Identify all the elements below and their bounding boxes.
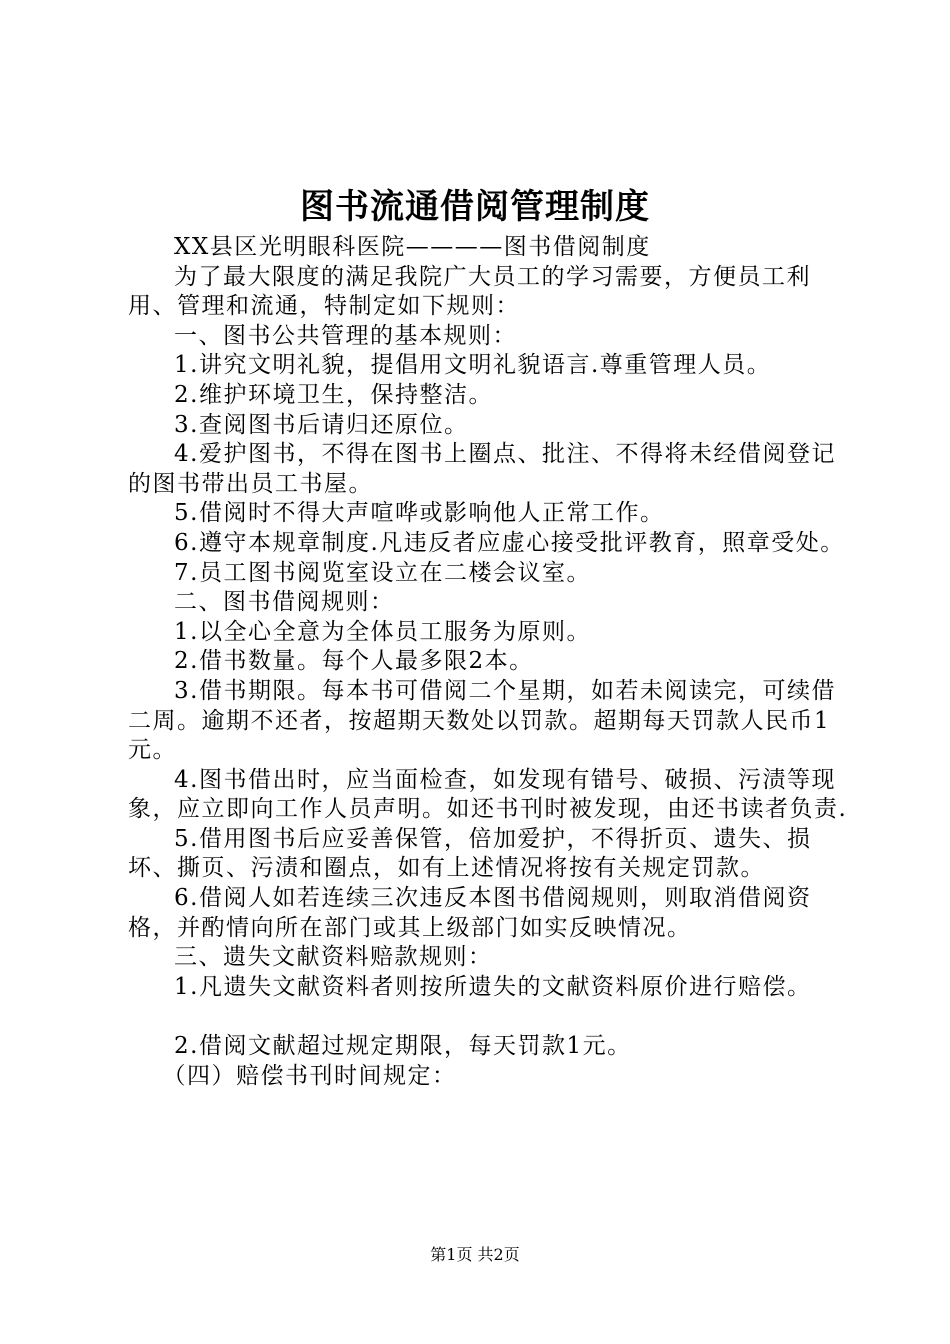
rule-item: 2.借阅文献超过规定期限，每天罚款1元。 (174, 1033, 632, 1060)
subtitle-line: XX县区光明眼科医院————图书借阅制度 (174, 234, 651, 260)
document-body (128, 233, 848, 1092)
rule-item: 1.以全心全意为全体员工服务为原则。 (174, 618, 591, 645)
section-heading-4: （四）赔偿书刊时间规定： (162, 1063, 457, 1090)
document-title: 图书流通借阅管理制度 (300, 187, 650, 227)
rule-item: 5.借阅时不得大声喧哗或影响他人正常工作。 (174, 500, 665, 527)
rule-item: 3.查阅图书后请归还原位。 (174, 411, 469, 438)
rule-item: 6.遵守本规章制度.凡违反者应虚心接受批评教育，照章受处。 (174, 529, 845, 556)
rule-item: 1.讲究文明礼貌，提倡用文明礼貌语言.尊重管理人员。 (174, 352, 772, 379)
section-heading-3: 三、遗失文献资料赔款规则： (174, 944, 493, 971)
rule-item: 1.凡遗失文献资料者则按所遗失的文献资料原价进行赔偿。 (174, 973, 812, 1000)
rule-item: 4.图书借出时，应当面检查，如发现有错号、破损、污渍等现象，应立即向工作人员声明。如还书刊时被发现，由还书读者负责. (128, 766, 848, 823)
intro-paragraph: 为了最大限度的满足我院广大员工的学习需要，方便员工利用、管理和流通，特制定如下规则： (128, 263, 811, 320)
section-heading-1: 一、图书公共管理的基本规则： (174, 322, 517, 349)
section-heading-2: 二、图书借阅规则： (174, 589, 395, 616)
rule-item: 5.借用图书后应妥善保管，倍加爱护，不得折页、遗失、损坏、撕页、污渍和圈点，如有上述情况将按有关规定罚款。 (128, 825, 812, 882)
rule-item: 2.借书数量。每个人最多限2本。 (174, 648, 534, 675)
rule-item: 3.借书期限。每本书可借阅二个星期，如若未阅读完，可续借二周。逾期不还者，按超期天数处以罚款。超期每天罚款人民币1元。 (128, 677, 836, 764)
rule-item: 2.维护环境卫生，保持整洁。 (174, 381, 493, 408)
rule-item: 4.爱护图书，不得在图书上圈点、批注、不得将未经借阅登记的图书带出员工书屋。 (128, 441, 836, 497)
page-footer: 第1页 共2页 (430, 1245, 520, 1264)
rule-item: 6.借阅人如若连续三次违反本图书借阅规则，则取消借阅资格，并酌情向所在部门或其上级部门如实反映情况。 (128, 885, 812, 941)
rule-item: 7.员工图书阅览室设立在二楼会议室。 (174, 559, 591, 586)
